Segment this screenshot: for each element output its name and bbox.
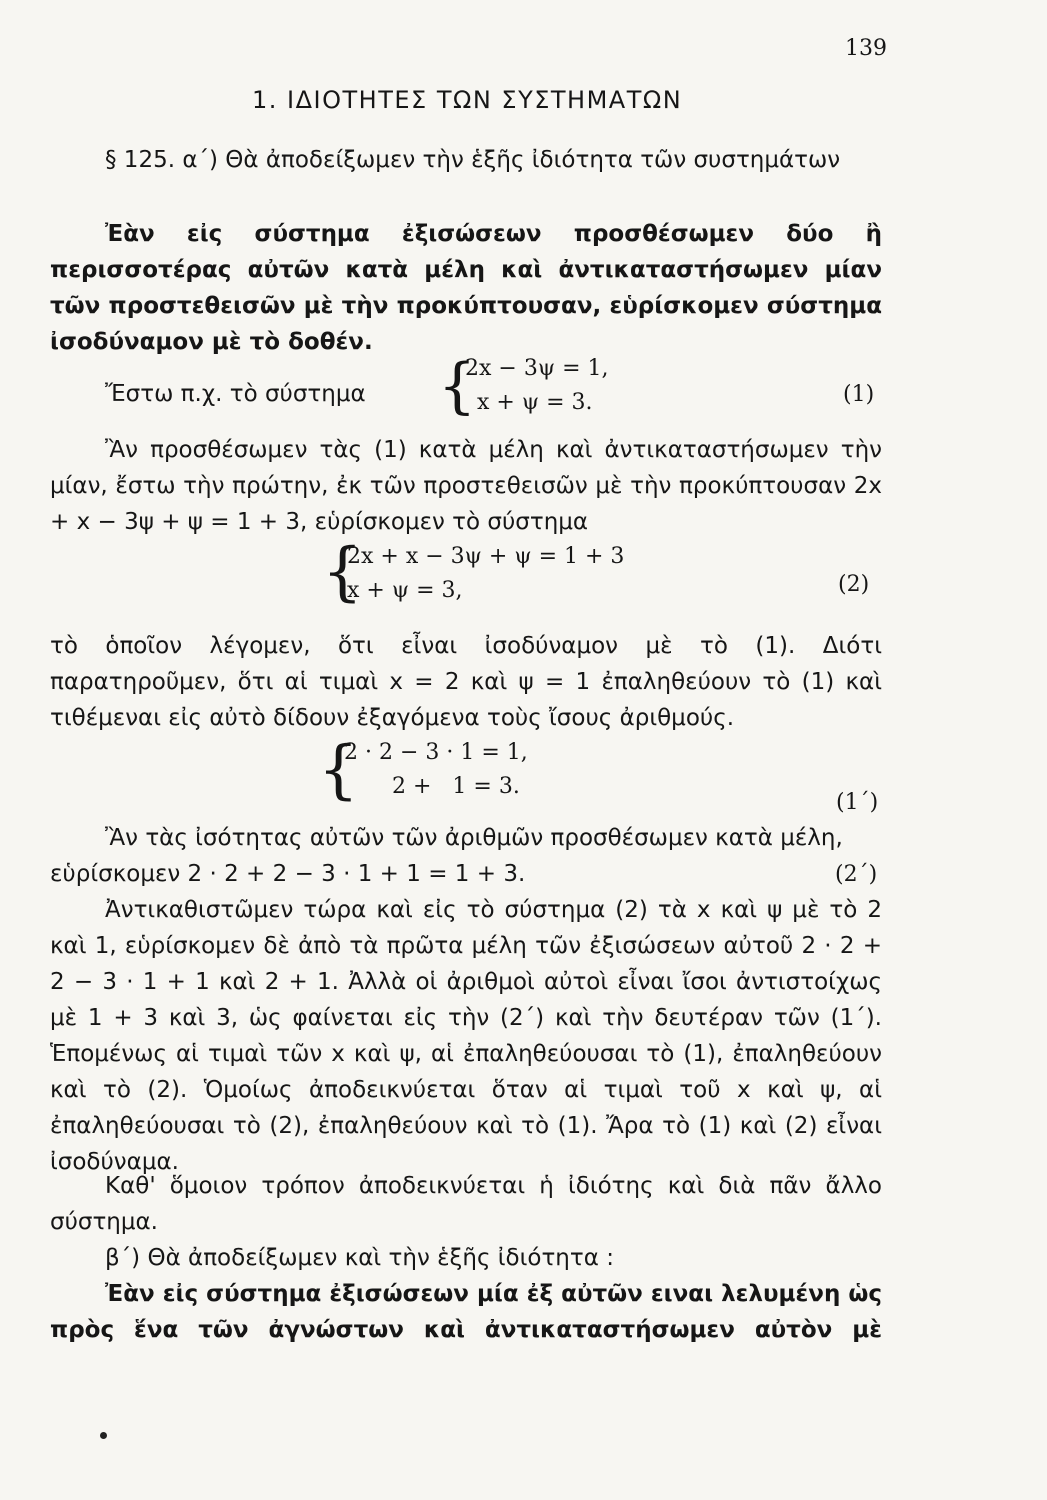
intro-b: β΄) Θὰ ἀποδείξωμεν καὶ τὴν ἑξῆς ἰδιότητα : [105,1245,614,1271]
system-2 [347,540,624,608]
margin-dot [100,1432,107,1439]
theorem-b-text: Ἐὰν εἰς σύστημα ἐξισώσεων μία ἐξ αὐτῶν ειναι λελυμένη ὡς πρὸς ἕνα τῶν ἀγνώστων καὶ ἀντικαταστήσωμεν αὐτὸν μὲ [50,1281,882,1343]
para-add [50,432,882,540]
para-add-text: Ἂν προσθέσωμεν τὰς (1) κατὰ μέλη καὶ ἀντικαταστήσωμεν τὴν μίαν, ἔστω τὴν πρώτην, ἐκ τῶν προστεθεισῶν μὲ τὴν προκύπτουσαν 2x + x − 3ψ + ψ = 1 + 3, εὑρίσκομεν τὸ σύστημα [50,437,882,535]
system-1-label: (1) [843,382,875,407]
system-1 [465,352,608,420]
label-2p: (2΄) [835,862,878,887]
brace-system-1: { [438,351,477,421]
theorem-a [50,216,882,360]
para-subst-text: Ἀντικαθιστῶμεν τώρα καὶ εἰς τὸ σύστημα (2) τὰ x καὶ ψ μὲ τὸ 2 καὶ 1, εὑρίσκομεν δὲ ἀπὸ τὰ πρῶτα μέλη τῶν ἐξισώσεων αὐτοῦ 2 · 2 + 2 − 3 · 1 + 1 καὶ 2 + 1. Ἀλλὰ οἱ ἀριθμοὶ αὐτοὶ εἶναι ἴσοι ἀντιστοίχως μὲ 1 + 3 καὶ 3, ὡς φαίνεται εἰς τὴν (2΄) καὶ τὴν δευτέραν τῶν (1΄). Ἑπομένως αἱ τιμαὶ τῶν x καὶ ψ, αἱ ἐπαληθεύουσαι τὸ (1), ἐπαληθεύουν καὶ τὸ (2). Ὁμοίως ἀποδεικνύεται ὅταν αἱ τιμαὶ τοῦ x καὶ ψ, αἱ ἐπαληθεύουσαι τὸ (2), ἐπαληθεύουν καὶ τὸ (1). Ἄρα τὸ (1) καὶ (2) εἶναι ἰσοδύναμα. [50,897,882,1175]
para-general [50,1168,882,1240]
theorem-b [50,1276,882,1348]
intro-text: § 125. α΄) Θὰ ἀποδείξωμεν τὴν ἑξῆς ἰδιότητα τῶν συστημάτων [105,147,841,173]
section-title: 1. ΙΔΙΟΤΗΤΕΣ ΤΩΝ ΣΥΣΤΗΜΑΤΩΝ [252,86,683,114]
para-equiv [50,628,882,736]
system-1p [344,736,528,804]
theorem-a-text: Ἐὰν εἰς σύστημα ἐξισώσεων προσθέσωμεν δύο ἢ περισσοτέρας αὐτῶν κατὰ μέλη καὶ ἀντικαταστήσωμεν μίαν τῶν προστεθεισῶν μὲ τὴν προκύπτουσαν, εὑρίσκομεν σύστημα ἰσοδύναμον μὲ τὸ δοθέν. [50,221,882,355]
system-2-eq2: x + ψ = 3, [347,578,463,603]
para-sum-line1: Ἂν τὰς ἰσότητας αὐτῶν τῶν ἀριθμῶν προσθέσωμεν κατὰ μέλη, [105,825,843,851]
page-number: 139 [845,36,887,61]
system-1-eq2: x + ψ = 3. [477,390,593,415]
brace-system-1p: { [318,733,359,807]
example-intro: Ἔστω π.χ. τὸ σύστημα [105,381,366,407]
system-1-eq1: 2x − 3ψ = 1, [465,356,609,381]
brace-system-2: { [322,535,363,609]
system-1p-label: (1΄) [836,790,879,815]
para-subst [50,892,882,1180]
para-equiv-text: τὸ ὁποῖον λέγομεν, ὅτι εἶναι ἰσοδύναμον μὲ τὸ (1). Διότι παρατηροῦμεν, ὅτι αἱ τιμαὶ x = 2 καὶ ψ = 1 ἐπαληθεύουν τὸ (1) καὶ τιθέμεναι εἰς αὐτὸ δίδουν ἐξαγόμενα τοὺς ἴσους ἀριθμούς. [50,633,882,731]
system-2-eq1: 2x + x − 3ψ + ψ = 1 + 3 [347,544,625,569]
system-1p-eq2: 2 + 1 = 3. [392,774,520,799]
para-sum-line2: εὑρίσκομεν 2 · 2 + 2 − 3 · 1 + 1 = 1 + 3. [50,861,526,887]
system-2-label: (2) [838,572,870,597]
system-1p-eq1: 2 · 2 − 3 · 1 = 1, [344,740,528,765]
para-general-text: Καθ' ὅμοιον τρόπον ἀποδεικνύεται ἡ ἰδιότης καὶ διὰ πᾶν ἄλλο σύστημα. [50,1173,882,1235]
intro-paragraph [50,142,882,178]
